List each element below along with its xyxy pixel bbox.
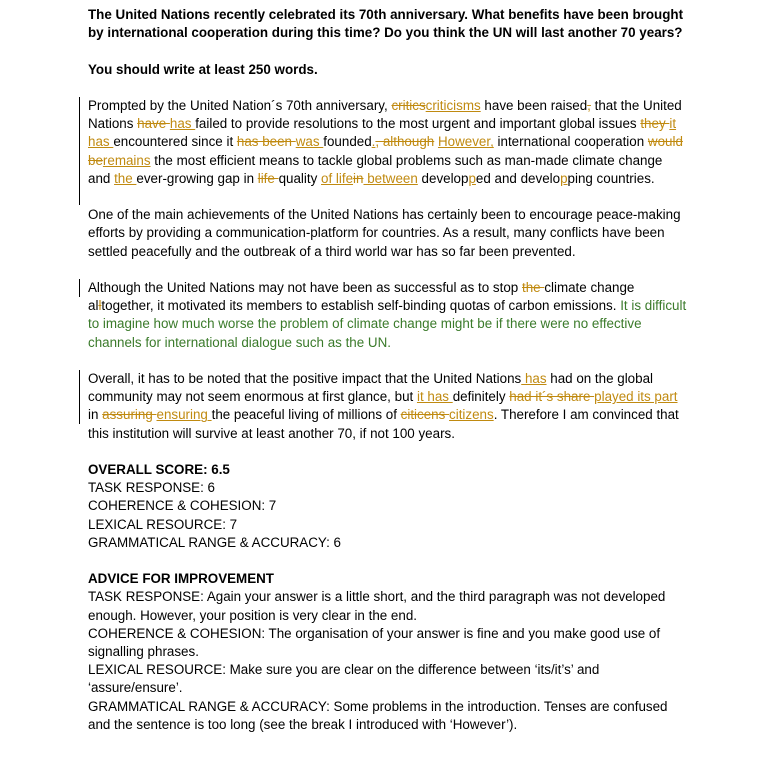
essay-text: ed and develo <box>475 170 561 186</box>
inserted-text: it has <box>88 116 677 150</box>
essay-paragraph-3 <box>88 279 688 352</box>
deleted-text: had it´s share <box>509 389 595 405</box>
essay-text: have been raised <box>480 97 588 113</box>
advice-grammar: GRAMMATICAL RANGE & ACCURACY: Some problems in the introduction. Tenses are confused and the sentence is too long (see the break I introduced with ‘However’). <box>88 698 668 732</box>
overall-score: OVERALL SCORE: 6.5 <box>88 461 230 477</box>
inserted-text: remains <box>102 152 151 168</box>
advice-heading: ADVICE FOR IMPROVEMENT <box>88 571 274 587</box>
inserted-text: the <box>114 170 137 186</box>
essay-text: founded <box>323 134 372 150</box>
essay-text: failed to provide resolutions to the most urgent and important global issues <box>195 116 641 132</box>
advice-lexical: LEXICAL RESOURCE: Make sure you are clear on the difference between ‘its/it’s’ and ‘assure/ensure’. <box>88 662 600 696</box>
score-coherence: COHERENCE & COHESION: 7 <box>88 498 277 514</box>
inserted-text: played its part <box>594 389 678 405</box>
essay-text: had on the global community may not seem enormous at first glance, but <box>88 370 654 405</box>
essay-text: Prompted by the United Nation´s 70th anniversary, <box>88 97 392 113</box>
essay-text: climate change al <box>88 279 635 314</box>
inserted-text: ensuring <box>156 407 212 423</box>
essay-text: develop <box>417 170 469 186</box>
essay-text: international cooperation <box>493 134 648 150</box>
deleted-text: , <box>587 97 591 113</box>
document-page <box>88 6 688 734</box>
deleted-text: in <box>353 170 364 186</box>
deleted-text: have <box>137 116 170 132</box>
essay-paragraph-1 <box>88 97 688 188</box>
essay-text: the peaceful living of millions of <box>211 407 401 423</box>
deleted-text: life <box>257 170 279 186</box>
essay-text: in <box>88 407 103 423</box>
comment-text: It is difficult to imagine how much worse the problem of climate change might be if there were no effective channels for international dialogue such as the UN. <box>88 298 687 350</box>
deleted-text: the <box>521 279 545 295</box>
revision-change-bar <box>79 370 80 424</box>
inserted-text: However, <box>437 134 494 150</box>
essay-text: Although the United Nations may not have been as successful as to stop <box>88 279 522 295</box>
inserted-text: has <box>169 116 196 132</box>
essay-text: ever-growing gap in <box>136 170 258 186</box>
essay-text: the most efficient means to tackle global problems such as man-made climate change and <box>88 152 663 186</box>
deleted-text: they <box>640 116 670 132</box>
advice-coherence: COHERENCE & COHESION: The organisation of your answer is fine and you make good use of signalling phrases. <box>88 625 661 659</box>
essay-text: ping countries. <box>567 170 655 186</box>
essay-text: that the United Nations <box>88 97 682 132</box>
advice-task-response: TASK RESPONSE: Again your answer is a little short, and the third paragraph was not developed enough. However, your position is very clear in the end. <box>88 589 666 623</box>
essay-text: encountered since it <box>113 134 237 150</box>
deleted-text: , although <box>375 134 435 150</box>
inserted-text: between <box>363 170 418 186</box>
deleted-text: would be <box>88 134 683 168</box>
revision-change-bar <box>79 279 80 297</box>
essay-text: . Therefore I am convinced that this institution will survive at least another 70, if not 100 years. <box>88 407 679 441</box>
inserted-text: p <box>468 170 476 186</box>
deleted-text: l <box>98 298 102 314</box>
deleted-text: citicens <box>400 407 450 423</box>
score-task-response: TASK RESPONSE: 6 <box>88 480 216 496</box>
essay-paragraph-2: One of the main achievements of the United Nations has certainly been to encourage peace-making efforts by providing a communication-platform for countries. As a result, many conflicts have been settled peacefully and the outbreak of a third world war has so far been prevented. <box>88 207 681 259</box>
deleted-text: critics <box>391 97 426 113</box>
inserted-text: . <box>371 134 376 150</box>
inserted-text: p <box>560 170 568 186</box>
inserted-text: of life <box>321 170 354 186</box>
essay-text: quality <box>278 170 322 186</box>
score-lexical: LEXICAL RESOURCE: 7 <box>88 516 238 532</box>
inserted-text: was <box>295 134 324 150</box>
inserted-text: has <box>521 370 547 386</box>
deleted-text: assuring <box>102 407 157 423</box>
essay-text: Overall, it has to be noted that the positive impact that the United Nations <box>88 370 522 386</box>
inserted-text: citizens <box>449 407 494 423</box>
score-grammar: GRAMMATICAL RANGE & ACCURACY: 6 <box>88 534 341 550</box>
revision-change-bar <box>79 97 80 205</box>
essay-text: together, it motivated its members to establish self-binding quotas of carbon emissions. <box>101 298 621 314</box>
inserted-text: it has <box>416 389 453 405</box>
word-requirement: You should write at least 250 words. <box>88 61 318 77</box>
essay-paragraph-4 <box>88 370 688 443</box>
essay-text: definitely <box>452 389 510 405</box>
inserted-text: criticisms <box>425 97 481 113</box>
deleted-text: has been <box>236 134 296 150</box>
essay-question: The United Nations recently celebrated its 70th anniversary. What benefits have been brought by international cooperation during this time? Do you think the UN will last another 70 years? <box>88 7 684 41</box>
